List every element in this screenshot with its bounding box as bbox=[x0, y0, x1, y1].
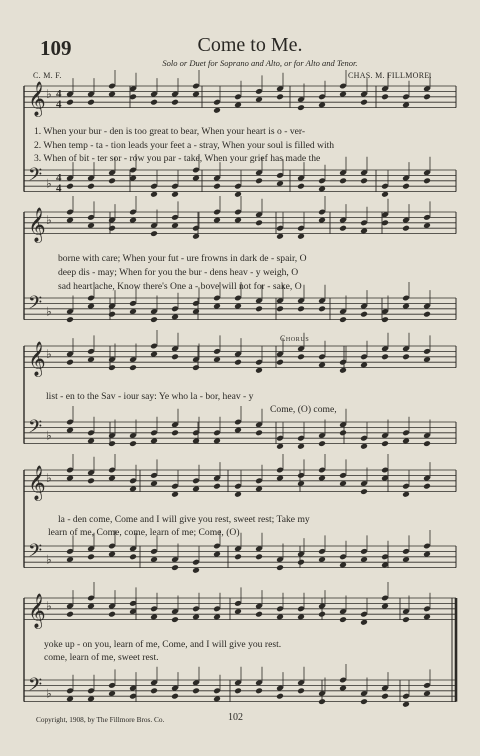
note-head bbox=[255, 611, 263, 618]
note-head bbox=[360, 99, 368, 106]
note-head bbox=[108, 440, 116, 447]
lyric-line: learn of me, Come, come, learn of me; Come, (O) bbox=[48, 527, 240, 538]
lyric-line: 1. When your bur - den is too great to bear, When your heart is o - ver- bbox=[34, 126, 306, 137]
note-head bbox=[402, 353, 410, 360]
lyric-line: borne with care; When your fut - ure frowns in dark de - spair, O bbox=[58, 253, 307, 264]
lyricist-credit: C. M. F. bbox=[33, 71, 62, 80]
note-head bbox=[381, 353, 389, 360]
copyright-notice: Copyright, 1908, by The Fillmore Bros. Co. bbox=[36, 715, 165, 724]
note-head bbox=[423, 483, 431, 490]
hymn-title: Come to Me. bbox=[197, 34, 303, 56]
note-head bbox=[360, 177, 368, 184]
note-head bbox=[360, 311, 368, 318]
note-head bbox=[108, 177, 116, 184]
note-head bbox=[339, 225, 347, 232]
flat-sign-icon: ♭ bbox=[46, 176, 52, 191]
note-head bbox=[381, 693, 389, 700]
note-head bbox=[87, 553, 95, 560]
note-head bbox=[108, 364, 116, 371]
note-head bbox=[297, 183, 305, 190]
note-head bbox=[297, 353, 305, 360]
note-head bbox=[66, 99, 74, 106]
note-head bbox=[318, 698, 326, 705]
hymn-subtitle: Solo or Duet for Soprano and Alto, or for Alto and Tenor. bbox=[162, 58, 358, 68]
bass-clef-icon: 𝄢 bbox=[28, 675, 43, 701]
note-head bbox=[66, 611, 74, 618]
note-head bbox=[171, 353, 179, 360]
flat-sign-icon: ♭ bbox=[46, 598, 52, 613]
note-head bbox=[234, 687, 242, 694]
lyric-line: sad heart ache, Know there's One a - bove will not for - sake, O bbox=[58, 281, 302, 292]
note-head bbox=[318, 440, 326, 447]
note-head bbox=[171, 429, 179, 436]
note-head bbox=[150, 99, 158, 106]
lyric-line: Come, (O) come, bbox=[270, 404, 337, 415]
bass-clef-icon: 𝄢 bbox=[28, 541, 43, 567]
note-head bbox=[171, 99, 179, 106]
note-head bbox=[192, 364, 200, 371]
flat-sign-icon: ♭ bbox=[46, 686, 52, 701]
note-head bbox=[276, 693, 284, 700]
flat-sign-icon: ♭ bbox=[46, 346, 52, 361]
note-head bbox=[255, 429, 263, 436]
time-signature-denominator: 4 bbox=[56, 182, 62, 195]
note-head bbox=[423, 311, 431, 318]
note-head bbox=[402, 616, 410, 623]
note-head bbox=[66, 359, 74, 366]
note-head bbox=[255, 687, 263, 694]
note-head bbox=[339, 177, 347, 184]
time-signature-numerator: 4 bbox=[56, 171, 62, 184]
note-head bbox=[276, 359, 284, 366]
note-head bbox=[234, 553, 242, 560]
bass-clef-icon: 𝄢 bbox=[28, 417, 43, 443]
hymn-number: 109 bbox=[40, 36, 72, 60]
flat-sign-icon: ♭ bbox=[46, 552, 52, 567]
note-head bbox=[297, 305, 305, 312]
note-head bbox=[276, 564, 284, 571]
lyric-line: come, learn of me, sweet rest. bbox=[44, 652, 159, 663]
note-head bbox=[402, 225, 410, 232]
note-head bbox=[360, 698, 368, 705]
note-head bbox=[129, 364, 137, 371]
treble-clef-icon: 𝄞 bbox=[28, 593, 46, 629]
note-head bbox=[297, 559, 305, 566]
treble-clef-icon: 𝄞 bbox=[28, 341, 46, 377]
note-head bbox=[423, 440, 431, 447]
note-head bbox=[108, 311, 116, 318]
note-head bbox=[150, 230, 158, 237]
note-head bbox=[255, 219, 263, 226]
note-head bbox=[339, 616, 347, 623]
note-head bbox=[108, 611, 116, 618]
lyric-line: deep dis - may; When for you the bur - dens heav - y weigh, O bbox=[58, 267, 299, 278]
flat-sign-icon: ♭ bbox=[46, 86, 52, 101]
treble-clef-icon: 𝄞 bbox=[28, 207, 46, 243]
note-head bbox=[339, 429, 347, 436]
note-head bbox=[87, 477, 95, 484]
note-head bbox=[423, 93, 431, 100]
note-head bbox=[171, 693, 179, 700]
lyric-line: list - en to the Sav - iour say: Ye who la - bor, heav - y bbox=[46, 391, 254, 402]
note-head bbox=[87, 183, 95, 190]
treble-clef-icon: 𝄞 bbox=[28, 465, 46, 501]
lyric-line: 2. When temp - ta - tion leads your feet a - stray, When your soul is filled with bbox=[34, 140, 335, 151]
note-head bbox=[150, 687, 158, 694]
note-head bbox=[381, 440, 389, 447]
composer-credit: CHAS. M. FILLMORE. bbox=[348, 71, 432, 80]
treble-clef-icon: 𝄞 bbox=[28, 81, 46, 117]
flat-sign-icon: ♭ bbox=[46, 304, 52, 319]
note-head bbox=[66, 316, 74, 323]
lyric-line: 3. When of bit - ter sor - row you par - take, When your grief has made the bbox=[34, 153, 321, 164]
note-head bbox=[150, 316, 158, 323]
note-head bbox=[297, 687, 305, 694]
note-head bbox=[213, 183, 221, 190]
note-head bbox=[360, 488, 368, 495]
note-head bbox=[381, 93, 389, 100]
flat-sign-icon: ♭ bbox=[46, 470, 52, 485]
note-head bbox=[255, 305, 263, 312]
note-head bbox=[129, 440, 137, 447]
note-head bbox=[234, 359, 242, 366]
note-head bbox=[297, 104, 305, 111]
note-head bbox=[255, 553, 263, 560]
time-signature-denominator: 4 bbox=[56, 98, 62, 111]
time-signature-numerator: 4 bbox=[56, 87, 62, 100]
note-head bbox=[339, 316, 347, 323]
note-head bbox=[402, 183, 410, 190]
note-head bbox=[192, 687, 200, 694]
note-head bbox=[276, 93, 284, 100]
note-head bbox=[213, 483, 221, 490]
note-head bbox=[423, 177, 431, 184]
chorus-label: Chorus bbox=[280, 334, 310, 343]
page-number: 102 bbox=[228, 712, 243, 723]
note-head bbox=[255, 177, 263, 184]
bass-clef-icon: 𝄢 bbox=[28, 293, 43, 319]
flat-sign-icon: ♭ bbox=[46, 212, 52, 227]
note-head bbox=[276, 305, 284, 312]
lyric-line: yoke up - on you, learn of me, Come, and I will give you rest. bbox=[44, 639, 282, 650]
note-head bbox=[66, 183, 74, 190]
note-head bbox=[108, 225, 116, 232]
lyric-line: la - den come, Come and I will give you rest, sweet rest; Take my bbox=[58, 514, 310, 525]
note-head bbox=[318, 611, 326, 618]
note-head bbox=[171, 564, 179, 571]
note-head bbox=[129, 553, 137, 560]
note-head bbox=[318, 305, 326, 312]
bass-clef-icon: 𝄢 bbox=[28, 165, 43, 191]
note-head bbox=[171, 616, 179, 623]
note-head bbox=[87, 99, 95, 106]
flat-sign-icon: ♭ bbox=[46, 428, 52, 443]
